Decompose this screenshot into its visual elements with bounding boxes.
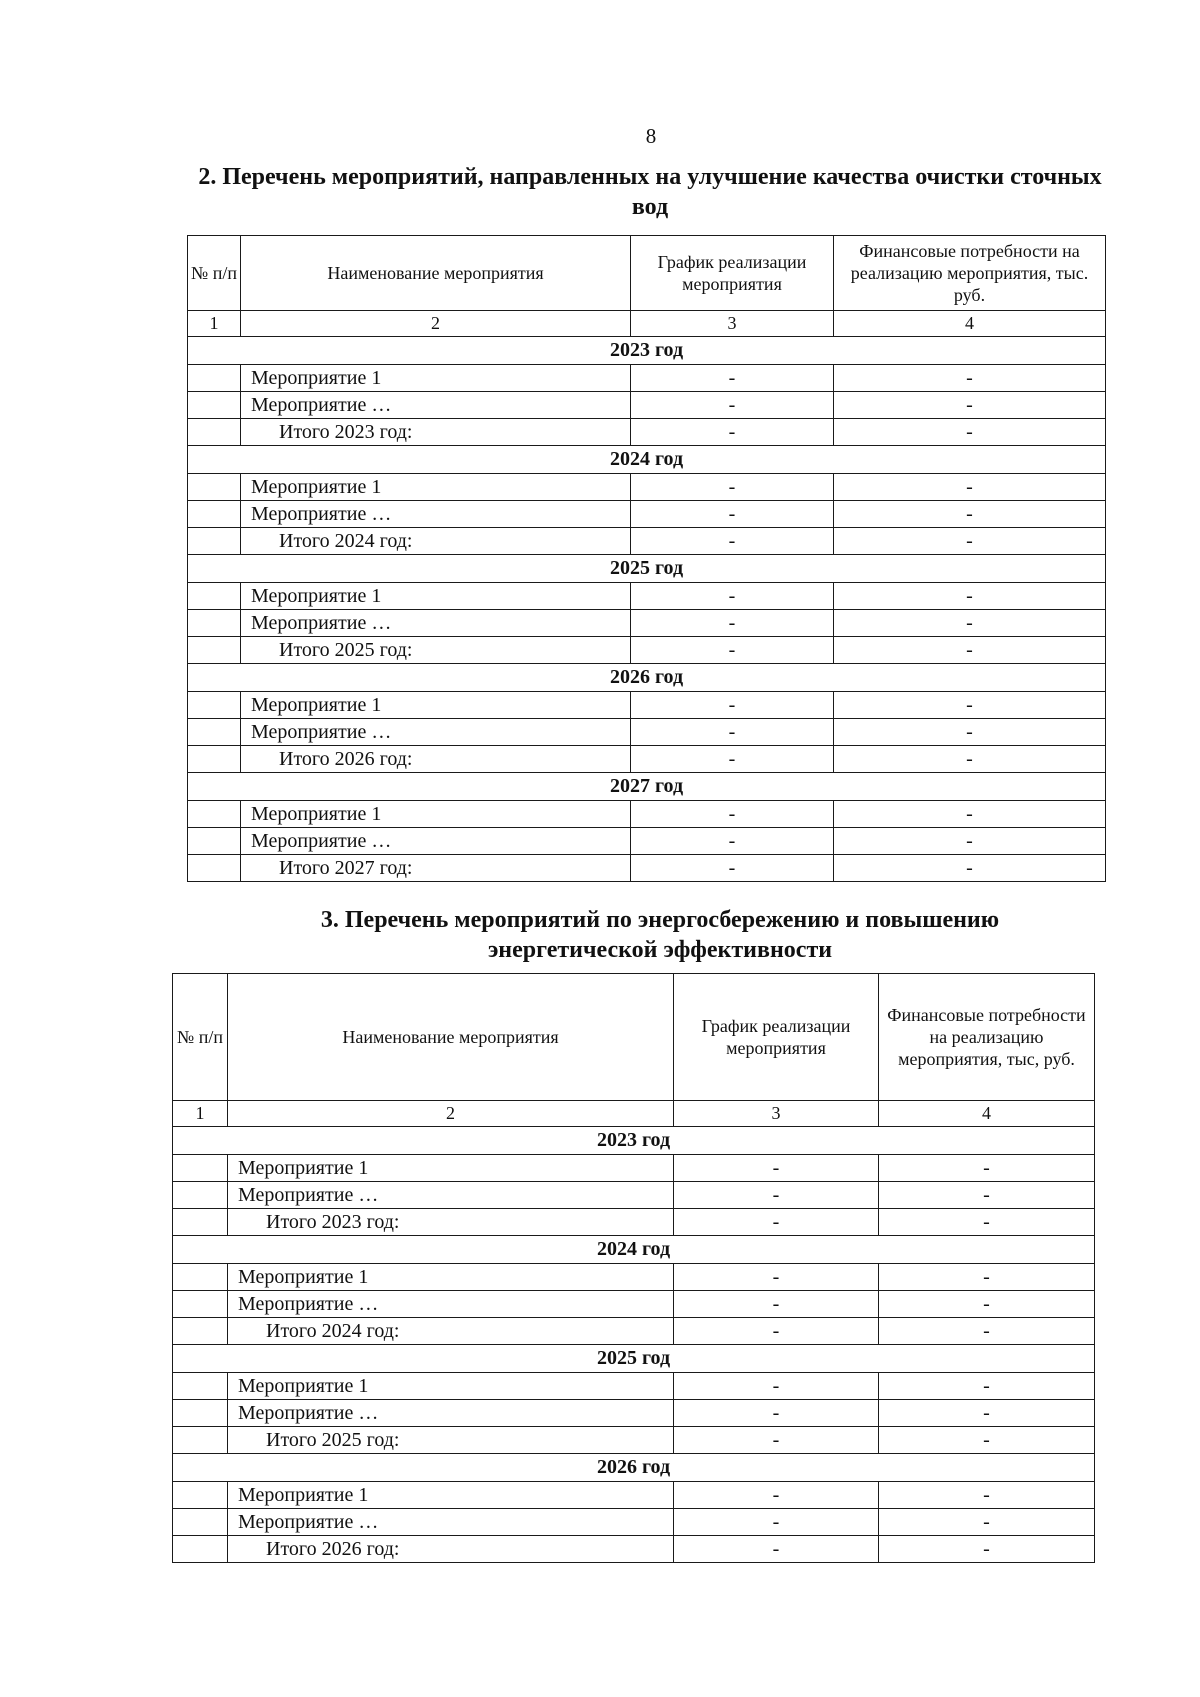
header-num: № п/п bbox=[188, 236, 241, 311]
finance-cell: - bbox=[879, 1182, 1095, 1209]
num-cell bbox=[173, 1536, 228, 1563]
col-number: 4 bbox=[834, 311, 1106, 337]
activity-name: Мероприятие 1 bbox=[228, 1264, 674, 1291]
num-cell bbox=[173, 1291, 228, 1318]
num-cell bbox=[173, 1155, 228, 1182]
finance-cell: - bbox=[879, 1482, 1095, 1509]
header-schedule: График реализации мероприятия bbox=[674, 974, 879, 1101]
schedule-cell: - bbox=[631, 828, 834, 855]
num-cell bbox=[188, 583, 241, 610]
schedule-cell: - bbox=[631, 801, 834, 828]
header-name: Наименование мероприятия bbox=[228, 974, 674, 1101]
year-label: 2024 год bbox=[188, 446, 1106, 474]
column-number-row bbox=[188, 311, 1106, 337]
schedule-cell: - bbox=[674, 1373, 879, 1400]
num-cell bbox=[173, 1373, 228, 1400]
finance-cell: - bbox=[834, 801, 1106, 828]
header-schedule: График реализации мероприятия bbox=[631, 236, 834, 311]
table-header-row bbox=[188, 236, 1106, 311]
num-cell bbox=[173, 1318, 228, 1345]
year-header-row bbox=[188, 337, 1106, 365]
section-2-table bbox=[187, 235, 1106, 882]
activity-name: Мероприятие … bbox=[228, 1509, 674, 1536]
header-finance: Финансовые потребности на реализацию мероприятия, тыс, руб. bbox=[879, 974, 1095, 1101]
year-header-row bbox=[188, 773, 1106, 801]
table-row bbox=[188, 474, 1106, 501]
activity-name: Мероприятие 1 bbox=[241, 692, 631, 719]
table-row bbox=[188, 692, 1106, 719]
num-cell bbox=[188, 692, 241, 719]
finance-cell: - bbox=[834, 746, 1106, 773]
finance-cell: - bbox=[834, 610, 1106, 637]
year-header-row bbox=[188, 446, 1106, 474]
activity-name: Итого 2024 год: bbox=[241, 528, 631, 555]
schedule-cell: - bbox=[631, 746, 834, 773]
table-row bbox=[173, 1400, 1095, 1427]
num-cell bbox=[188, 528, 241, 555]
num-cell bbox=[188, 801, 241, 828]
activity-name: Итого 2023 год: bbox=[241, 419, 631, 446]
table-row bbox=[173, 1373, 1095, 1400]
table-header-row bbox=[173, 974, 1095, 1101]
total-row bbox=[188, 528, 1106, 555]
num-cell bbox=[173, 1264, 228, 1291]
finance-cell: - bbox=[879, 1264, 1095, 1291]
num-cell bbox=[188, 610, 241, 637]
table-row bbox=[173, 1482, 1095, 1509]
total-row bbox=[188, 855, 1106, 882]
finance-cell: - bbox=[879, 1509, 1095, 1536]
num-cell bbox=[188, 365, 241, 392]
column-number-row bbox=[173, 1101, 1095, 1127]
total-row bbox=[188, 746, 1106, 773]
year-label: 2024 год bbox=[173, 1236, 1095, 1264]
activity-name: Мероприятие 1 bbox=[228, 1373, 674, 1400]
finance-cell: - bbox=[879, 1318, 1095, 1345]
schedule-cell: - bbox=[631, 692, 834, 719]
finance-cell: - bbox=[834, 583, 1106, 610]
finance-cell: - bbox=[879, 1155, 1095, 1182]
col-number: 1 bbox=[173, 1101, 228, 1127]
schedule-cell: - bbox=[674, 1427, 879, 1454]
col-number: 4 bbox=[879, 1101, 1095, 1127]
finance-cell: - bbox=[879, 1427, 1095, 1454]
num-cell bbox=[188, 828, 241, 855]
schedule-cell: - bbox=[631, 719, 834, 746]
finance-cell: - bbox=[879, 1536, 1095, 1563]
activity-name: Мероприятие 1 bbox=[241, 583, 631, 610]
table-row bbox=[173, 1264, 1095, 1291]
total-row bbox=[173, 1427, 1095, 1454]
year-label: 2027 год bbox=[188, 773, 1106, 801]
schedule-cell: - bbox=[674, 1155, 879, 1182]
year-header-row bbox=[173, 1454, 1095, 1482]
num-cell bbox=[173, 1400, 228, 1427]
activity-name: Мероприятие … bbox=[241, 610, 631, 637]
activity-name: Мероприятие 1 bbox=[241, 474, 631, 501]
header-finance: Финансовые потребности на реализацию мероприятия, тыс. руб. bbox=[834, 236, 1106, 311]
schedule-cell: - bbox=[674, 1264, 879, 1291]
schedule-cell: - bbox=[674, 1482, 879, 1509]
finance-cell: - bbox=[834, 828, 1106, 855]
year-label: 2026 год bbox=[173, 1454, 1095, 1482]
year-label: 2025 год bbox=[173, 1345, 1095, 1373]
activity-name: Итого 2025 год: bbox=[228, 1427, 674, 1454]
finance-cell: - bbox=[834, 692, 1106, 719]
table-row bbox=[173, 1155, 1095, 1182]
finance-cell: - bbox=[834, 474, 1106, 501]
table-row bbox=[188, 828, 1106, 855]
col-number: 3 bbox=[631, 311, 834, 337]
finance-cell: - bbox=[834, 501, 1106, 528]
header-name: Наименование мероприятия bbox=[241, 236, 631, 311]
table-row bbox=[173, 1291, 1095, 1318]
table-row bbox=[188, 501, 1106, 528]
finance-cell: - bbox=[879, 1209, 1095, 1236]
total-row bbox=[173, 1209, 1095, 1236]
schedule-cell: - bbox=[631, 419, 834, 446]
num-cell bbox=[188, 474, 241, 501]
year-label: 2023 год bbox=[188, 337, 1106, 365]
schedule-cell: - bbox=[674, 1182, 879, 1209]
page-number: 8 bbox=[645, 124, 657, 148]
schedule-cell: - bbox=[631, 474, 834, 501]
finance-cell: - bbox=[834, 392, 1106, 419]
section-3-title: 3. Перечень мероприятий по энергосбережению и повышению энергетической эффективности bbox=[320, 907, 1000, 963]
finance-cell: - bbox=[834, 719, 1106, 746]
activity-name: Итого 2026 год: bbox=[228, 1536, 674, 1563]
schedule-cell: - bbox=[674, 1509, 879, 1536]
section-2-title: 2. Перечень мероприятий, направленных на улучшение качества очистки сточных вод bbox=[198, 164, 1102, 220]
finance-cell: - bbox=[879, 1291, 1095, 1318]
schedule-cell: - bbox=[631, 528, 834, 555]
finance-cell: - bbox=[834, 365, 1106, 392]
col-number: 1 bbox=[188, 311, 241, 337]
num-cell bbox=[188, 419, 241, 446]
table-row bbox=[173, 1182, 1095, 1209]
year-header-row bbox=[173, 1236, 1095, 1264]
activity-name: Мероприятие … bbox=[228, 1182, 674, 1209]
schedule-cell: - bbox=[674, 1400, 879, 1427]
activity-name: Мероприятие 1 bbox=[241, 801, 631, 828]
activity-name: Мероприятие … bbox=[228, 1291, 674, 1318]
schedule-cell: - bbox=[631, 855, 834, 882]
num-cell bbox=[173, 1209, 228, 1236]
activity-name: Мероприятие … bbox=[228, 1400, 674, 1427]
total-row bbox=[188, 637, 1106, 664]
col-number: 2 bbox=[228, 1101, 674, 1127]
activity-name: Мероприятие … bbox=[241, 501, 631, 528]
table-row bbox=[188, 365, 1106, 392]
num-cell bbox=[188, 719, 241, 746]
header-num: № п/п bbox=[173, 974, 228, 1101]
num-cell bbox=[173, 1182, 228, 1209]
schedule-cell: - bbox=[674, 1536, 879, 1563]
year-label: 2026 год bbox=[188, 664, 1106, 692]
table-row bbox=[188, 583, 1106, 610]
table-row bbox=[188, 610, 1106, 637]
num-cell bbox=[173, 1482, 228, 1509]
schedule-cell: - bbox=[631, 610, 834, 637]
activity-name: Итого 2024 год: bbox=[228, 1318, 674, 1345]
schedule-cell: - bbox=[631, 365, 834, 392]
year-header-row bbox=[188, 555, 1106, 583]
num-cell bbox=[173, 1427, 228, 1454]
activity-name: Итого 2023 год: bbox=[228, 1209, 674, 1236]
activity-name: Итого 2025 год: bbox=[241, 637, 631, 664]
year-header-row bbox=[173, 1127, 1095, 1155]
total-row bbox=[173, 1318, 1095, 1345]
finance-cell: - bbox=[834, 419, 1106, 446]
table-row bbox=[188, 719, 1106, 746]
schedule-cell: - bbox=[631, 392, 834, 419]
num-cell bbox=[188, 746, 241, 773]
num-cell bbox=[173, 1509, 228, 1536]
finance-cell: - bbox=[879, 1373, 1095, 1400]
activity-name: Мероприятие … bbox=[241, 392, 631, 419]
activity-name: Итого 2027 год: bbox=[241, 855, 631, 882]
finance-cell: - bbox=[879, 1400, 1095, 1427]
activity-name: Мероприятие … bbox=[241, 828, 631, 855]
schedule-cell: - bbox=[631, 583, 834, 610]
col-number: 2 bbox=[241, 311, 631, 337]
schedule-cell: - bbox=[631, 501, 834, 528]
schedule-cell: - bbox=[674, 1291, 879, 1318]
num-cell bbox=[188, 855, 241, 882]
schedule-cell: - bbox=[631, 637, 834, 664]
finance-cell: - bbox=[834, 637, 1106, 664]
table-row bbox=[173, 1509, 1095, 1536]
num-cell bbox=[188, 637, 241, 664]
col-number: 3 bbox=[674, 1101, 879, 1127]
activity-name: Мероприятие … bbox=[241, 719, 631, 746]
activity-name: Мероприятие 1 bbox=[228, 1155, 674, 1182]
num-cell bbox=[188, 501, 241, 528]
activity-name: Мероприятие 1 bbox=[228, 1482, 674, 1509]
section-3-table bbox=[172, 973, 1095, 1563]
year-header-row bbox=[173, 1345, 1095, 1373]
activity-name: Мероприятие 1 bbox=[241, 365, 631, 392]
year-label: 2025 год bbox=[188, 555, 1106, 583]
schedule-cell: - bbox=[674, 1209, 879, 1236]
year-label: 2023 год bbox=[173, 1127, 1095, 1155]
total-row bbox=[188, 419, 1106, 446]
finance-cell: - bbox=[834, 855, 1106, 882]
total-row bbox=[173, 1536, 1095, 1563]
num-cell bbox=[188, 392, 241, 419]
schedule-cell: - bbox=[674, 1318, 879, 1345]
activity-name: Итого 2026 год: bbox=[241, 746, 631, 773]
finance-cell: - bbox=[834, 528, 1106, 555]
table-row bbox=[188, 392, 1106, 419]
year-header-row bbox=[188, 664, 1106, 692]
table-row bbox=[188, 801, 1106, 828]
